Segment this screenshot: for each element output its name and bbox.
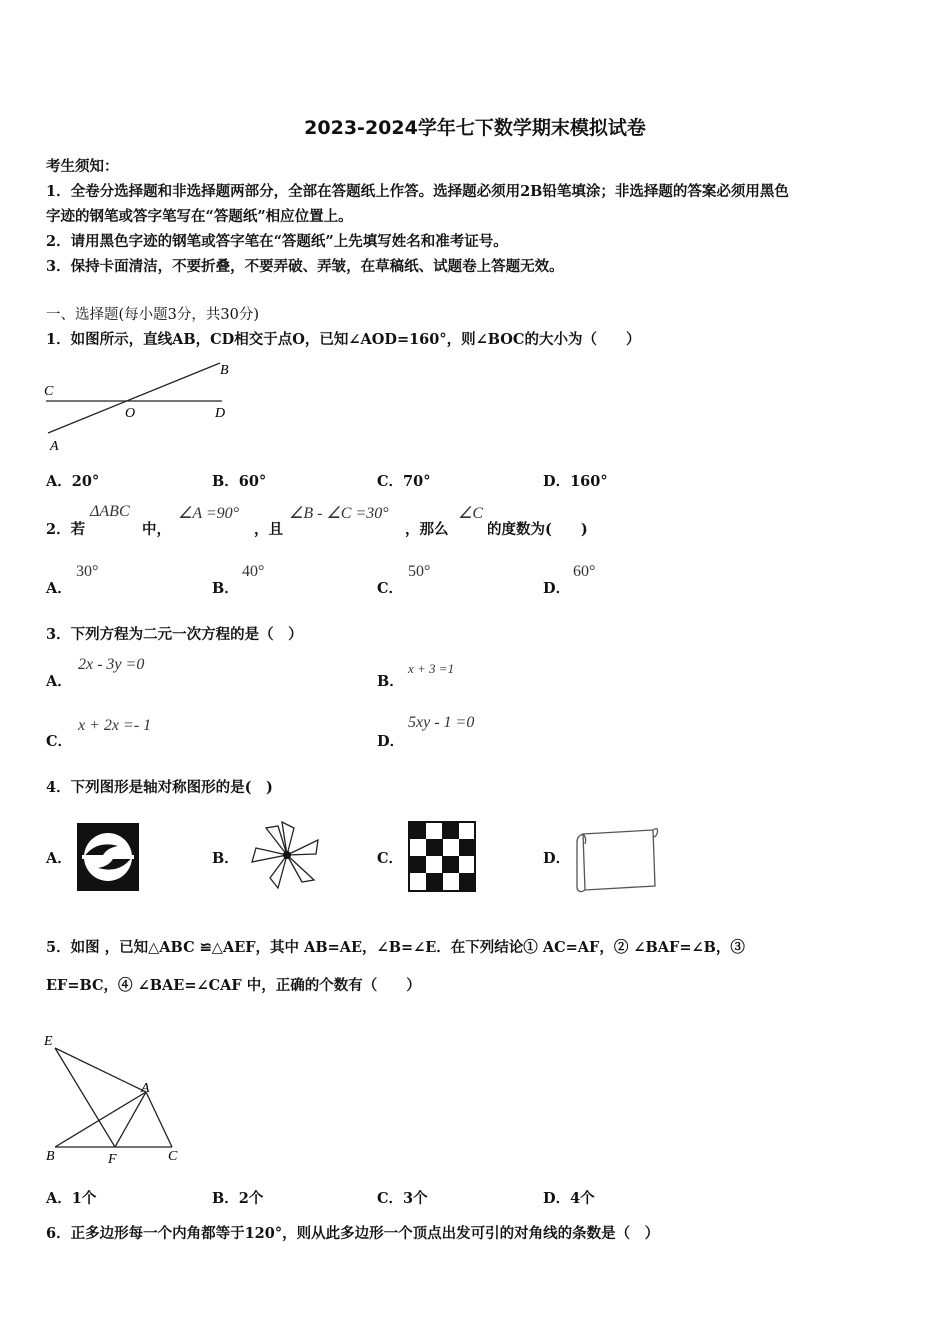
q4-figure-a[interactable]	[76, 822, 140, 892]
q2-option-b-letter[interactable]: B．	[212, 580, 239, 597]
label-a: A	[141, 1081, 150, 1096]
notice-line-3: 3．保持卡面清洁，不要折叠，不要弄破、弄皱，在草稿纸、试题卷上答题无效。	[46, 258, 564, 275]
label-e: E	[44, 1034, 53, 1049]
label-o: O	[125, 406, 136, 421]
q2-math-angle-diff: ∠B - ∠C =30°	[289, 505, 389, 522]
q2-stem-part2: 中，	[142, 521, 171, 538]
label-a: A	[50, 439, 59, 453]
q5-stem-line1: 5．如图 ，已知△ABC ≌△AEF，其中 AB=AE，∠B=∠E．在下列结论① AC=AF，② ∠BAF=∠B，③	[46, 939, 745, 956]
label-b: B	[46, 1149, 55, 1164]
q2-option-a-letter[interactable]: A．	[46, 580, 72, 597]
q6-stem: 6．正多边形每一个内角都等于120°，则从此多边形一个顶点出发可引的对角线的条数是（ ）	[46, 1225, 660, 1242]
label-c: C	[168, 1149, 178, 1164]
label-c: C	[44, 384, 54, 399]
q2-option-b-value: 40°	[242, 563, 265, 580]
q4-figure-d[interactable]	[573, 822, 661, 894]
notice-heading: 考生须知：	[46, 158, 119, 175]
q3-option-a-letter[interactable]: A．	[46, 673, 72, 690]
section-heading: 一、选择题(每小题3分，共30分)	[46, 307, 259, 323]
q2-option-c-letter[interactable]: C．	[377, 580, 404, 597]
q5-option-d[interactable]: D．4个	[543, 1190, 595, 1207]
q2-math-angle-c: ∠C	[458, 505, 484, 522]
notice-line-2: 2．请用黑色字迹的钢笔或答字笔在“答题纸”上先填写姓名和准考证号。	[46, 233, 508, 250]
notice-line-1a: 1．全卷分选择题和非选择题两部分，全部在答题纸上作答。选择题必须用2B铅笔填涂；非选择题的答案必须用黑色	[46, 183, 789, 200]
q4-option-c-letter[interactable]: C．	[377, 850, 404, 867]
q4-option-d-letter[interactable]: D．	[543, 850, 571, 867]
q1-option-d[interactable]: D．160°	[543, 473, 608, 490]
q1-stem: 1．如图所示，直线AB，CD相交于点O，已知∠AOD=160°，则∠BOC的大小为（ ）	[46, 331, 641, 348]
q4-figure-b[interactable]	[248, 818, 326, 892]
q2-math-triangle: ΔABC	[90, 503, 130, 520]
q1-option-a[interactable]: A．20°	[46, 473, 100, 490]
q3-option-c-letter[interactable]: C．	[46, 733, 73, 750]
q2-math-angle-a: ∠A =90°	[178, 505, 240, 522]
q3-option-c-eq: x + 2x =- 1	[78, 717, 152, 734]
q5-option-a[interactable]: A．1个	[46, 1190, 97, 1207]
q4-option-b-letter[interactable]: B．	[212, 850, 239, 867]
q2-option-a-value: 30°	[76, 563, 99, 580]
label-f: F	[108, 1152, 117, 1167]
q2-stem-part3: ，且	[254, 521, 283, 538]
q5-option-c[interactable]: C．3个	[377, 1190, 428, 1207]
q1-option-b[interactable]: B．60°	[212, 473, 267, 490]
q4-stem: 4．下列图形是轴对称图形的是( )	[46, 779, 273, 796]
q1-figure	[40, 358, 240, 453]
label-d: D	[215, 406, 226, 421]
q3-option-b-eq: x + 3 =1	[408, 661, 455, 676]
q3-option-d-letter[interactable]: D．	[377, 733, 405, 750]
label-b: B	[220, 363, 229, 378]
q2-stem-part4: ，那么	[405, 521, 449, 538]
line-ab	[48, 363, 220, 433]
q3-option-d-eq: 5xy - 1 =0	[408, 714, 475, 731]
q3-option-b-letter[interactable]: B．	[377, 673, 404, 690]
q3-stem: 3．下列方程为二元一次方程的是（ ）	[46, 626, 303, 643]
q4-option-a-letter[interactable]: A．	[46, 850, 72, 867]
page-title: 2023-2024学年七下数学期末模拟试卷	[304, 117, 646, 139]
q2-stem-part1: 2．若	[46, 521, 86, 538]
q2-option-c-value: 50°	[408, 563, 431, 580]
q1-option-c[interactable]: C．70°	[377, 473, 431, 490]
q2-stem-part5: 的度数为( )	[487, 521, 588, 538]
q2-option-d-value: 60°	[573, 563, 596, 580]
q3-option-a-eq: 2x - 3y =0	[78, 656, 145, 673]
q5-stem-line2: EF=BC，④ ∠BAE=∠CAF 中，正确的个数有（ ）	[46, 977, 421, 994]
q5-figure	[40, 1030, 190, 1168]
q4-figure-c[interactable]	[408, 821, 476, 892]
q2-option-d-letter[interactable]: D．	[543, 580, 571, 597]
notice-line-1b: 字迹的钢笔或答字笔写在“答题纸”相应位置上。	[46, 208, 353, 225]
q5-option-b[interactable]: B．2个	[212, 1190, 264, 1207]
